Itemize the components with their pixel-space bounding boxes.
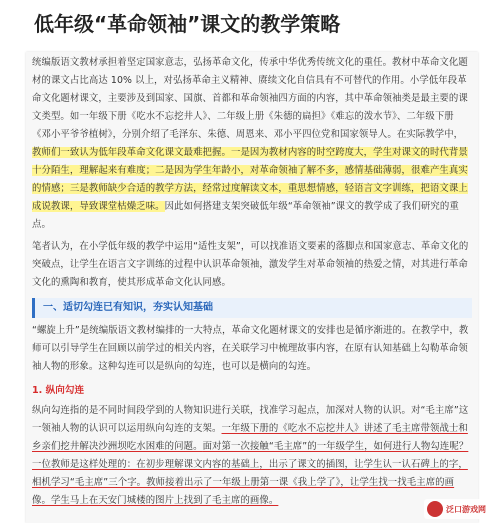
article-title: 低年级“革命领袖”课文的教学策略 [34,12,341,36]
section-heading: 一、适切勾连已有知识，夯实认知基础 [32,298,472,318]
paragraph-scaffold: 笔者认为，在小学低年级的教学中运用“适性支架”，可以找准语文要素的落脚点和国家意志、革命文化的突破点，让学生在语言文字训练的过程中认识革命领袖，激发学生对革命领袖的热爱之情，对其进行革命文化的熏陶和教育，使其形成革命文化认同感。 [32,241,469,288]
paragraph-vertical [32,402,472,510]
highlighted-text: 教师们一致认为低年段革命文化课文最难把握。一是因为教材内容的时空跨度大，学生对课文的时代背景十分陌生，理解起来有难度；二是因为学生年龄小，对革命领袖了解不多，感情基础薄弱，很难产生真实的情感；三是教师缺少合适的教学方法，经常过度解读文本，重思想情感，轻语言文字训练，把语文课上成说教课，导致课堂枯燥乏味。 [32,147,468,212]
paragraph-vertical-text: 纵向勾连指的是不同时间段学到的人物知识进行关联，找准学习起点，加深对人物的认识。对“毛主席”这一领袖人物的认识可以运用纵向勾连的支架。 [32,405,469,434]
watermark-text: 泛口游戏网 [446,504,486,514]
article-body [26,52,478,523]
paragraph-intro-text: 统编版语文教材承担着坚定国家意志，弘扬革命文化，传承中华优秀传统文化的重任。教材中革命文化题材的课文占比高达 10% 以上，对弘扬革命主义精神、赓续文化自信具有不可替代的作用。小学低年段革命文化题材课文，主要涉及到国家、国旗、首都和革命领袖四方面的内容，其中革命领袖类是最主要的课文类型。如一年级下册《吃水不忘挖井人》、二年级上册《朱德的扁担》《难忘的泼水节》、二年级下册《邓小平爷爷植树》，分别介绍了毛泽东、朱德、周恩来、邓小平四位党和国家领导人。在实际教学中， [32,57,468,140]
paragraph-intro-end: 因此如何搭建支架突破低年级“革命领袖”课文的教学成了我们研究的重点。 [32,201,459,230]
watermark-logo-icon [427,501,443,517]
sub-heading-vertical: 1. 纵向勾连 [32,385,85,396]
paragraph-intro [32,54,472,234]
paragraph-vertical-rest: 面对第一次接触“毛主席”的一年级学生，如何进行人物勾连呢？一位教师是这样处理的：在初步理解课文内容的基础上，出示了课文的插图，让学生认一认石碑上的字，相机学习“毛主席”三个字。教师接着出示了一年级上册第一课《我上学了》，让学生找一找毛主席的画像。学生马上在天安门城楼的图片上找到了毛主席的画像。 [32,441,469,506]
site-watermark[interactable] [424,499,496,519]
underlined-text: 一年级下册的《吃水不忘挖井人》讲述了毛主席带领战士和乡亲们挖井解决沙洲坝吃水困难的问题。 [32,423,468,452]
paragraph-spiral: “螺旋上升”是统编版语文教材编排的一大特点，革命文化题材课文的安排也是循序渐进的。在教学中，教师可以引导学生在回顾以前学过的相关内容，在关联学习中梳理故事内容，在原有认知基础上勾勒革命领袖人物的形象。这种勾连可以是纵向的勾连，也可以是横向的勾连。 [32,325,469,372]
